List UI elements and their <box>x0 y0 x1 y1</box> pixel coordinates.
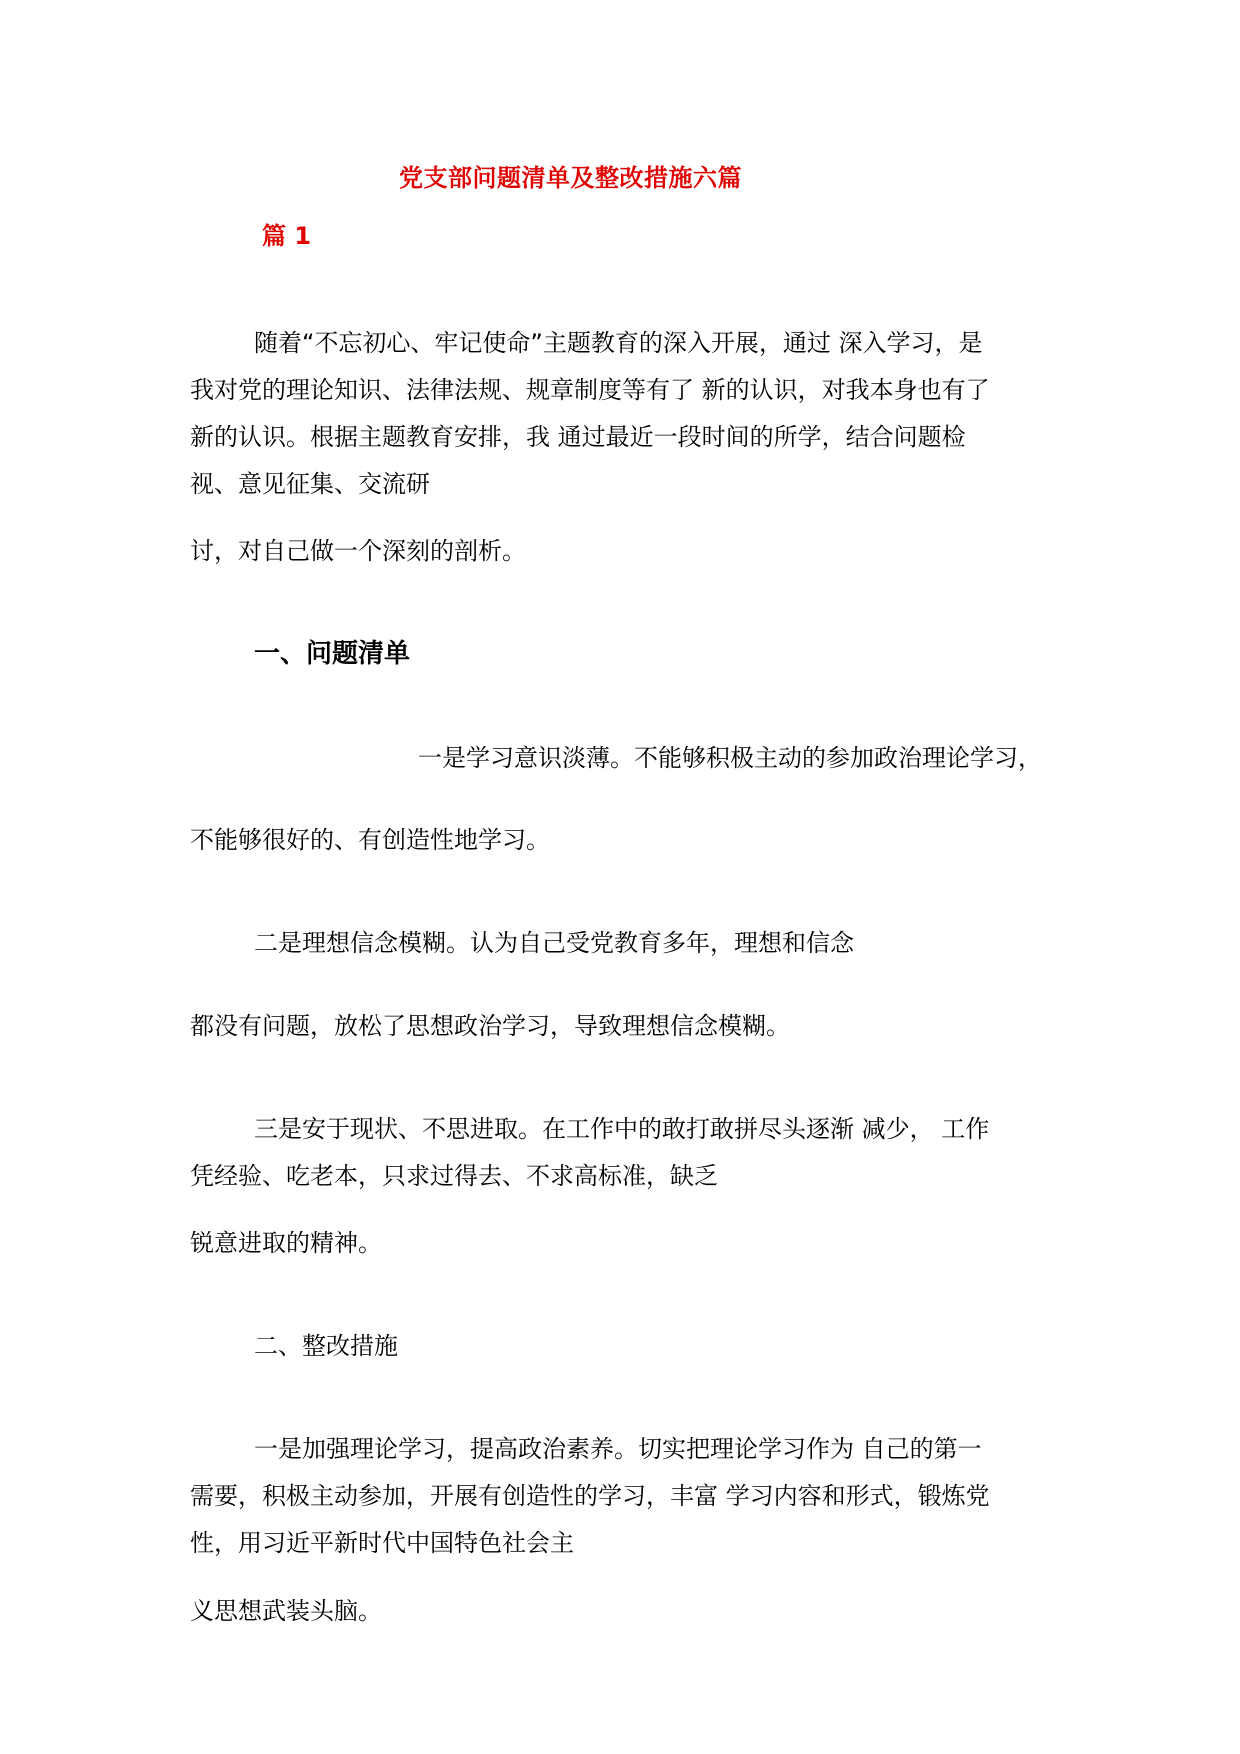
section-heading-problems: 一、问题清单 <box>254 639 411 669</box>
measure-1-line-3: 性，用习近平新时代中国特色社会主 <box>190 1529 574 1557</box>
document-title: 党支部问题清单及整改措施六篇 <box>399 164 742 192</box>
problem-1-line-2: 不能够很好的、有创造性地学习。 <box>190 826 550 854</box>
intro-line-3: 新的认识。根据主题教育安排，我 通过最近一段时间的所学，结合问题检 <box>190 423 966 451</box>
problem-3-line-2: 凭经验、吃老本，只求过得去、不求高标准，缺乏 <box>190 1162 718 1190</box>
document-subtitle: 篇 1 <box>262 222 312 250</box>
problem-2-line-2: 都没有问题，放松了思想政治学习，导致理想信念模糊。 <box>190 1012 790 1040</box>
measure-1-line-4: 义思想武装头脑。 <box>190 1597 382 1625</box>
problem-2-line-1: 二是理想信念模糊。认为自己受党教育多年，理想和信念 <box>254 929 854 957</box>
section-heading-measures: 二、整改措施 <box>254 1332 398 1360</box>
problem-1-line-1: 一是学习意识淡薄。不能够积极主动的参加政治理论学习， <box>418 744 1042 772</box>
intro-line-4: 视、意见征集、交流研 <box>190 470 430 498</box>
intro-line-1: 随着“不忘初心、牢记使命”主题教育的深入开展，通过 深入学习，是 <box>254 329 983 357</box>
measure-1-line-2: 需要，积极主动参加，开展有创造性的学习，丰富 学习内容和形式，锻炼党 <box>190 1482 990 1510</box>
problem-3-line-1: 三是安于现状、不思进取。在工作中的敢打敢拼尽头逐渐 减少， 工作 <box>254 1115 990 1143</box>
problem-3-line-3: 锐意进取的精神。 <box>190 1229 382 1257</box>
intro-line-5: 讨，对自己做一个深刻的剖析。 <box>190 537 526 565</box>
measure-1-line-1: 一是加强理论学习，提高政治素养。切实把理论学习作为 自己的第一 <box>254 1435 982 1463</box>
intro-line-2: 我对党的理论知识、法律法规、规章制度等有了 新的认识，对我本身也有了 <box>190 376 990 404</box>
